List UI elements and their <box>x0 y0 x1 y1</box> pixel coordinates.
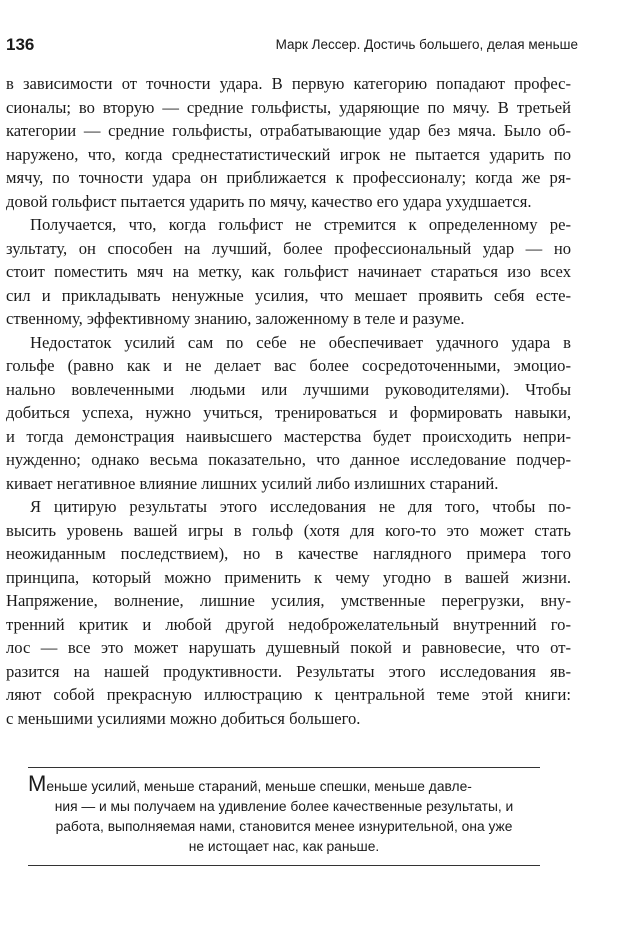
pull-quote-line: ния — и мы получаем на удивление более качественные результаты, и <box>54 799 514 814</box>
paragraph-1 <box>6 72 571 213</box>
text-line: ственному, эффективному знанию, заложенному в теле и разуме. <box>6 309 465 328</box>
text-line: Я цитирую результаты этого исследования не для того, чтобы по- <box>30 497 571 516</box>
text-line: довой гольфист пытается ударить по мячу, качество его удара ухудшается. <box>6 191 532 211</box>
text-line: в зависимости от точности удара. В первую категорию попадают профес- <box>6 74 571 93</box>
text-line: нально вовлеченными людьми или лучшими руководителями). Чтобы <box>6 379 571 399</box>
page-header <box>6 34 578 56</box>
text-line: лос — все это может нарушать душевный покой и равновесие, что от- <box>6 638 571 657</box>
pull-quote-text <box>28 768 540 865</box>
bottom-rule <box>28 865 540 866</box>
pull-quote-line: не истощает нас, как раньше. <box>188 839 380 854</box>
text-line: разится на нашей продуктивности. Результаты этого исследования яв- <box>6 661 571 681</box>
text-line: наружено, что, когда среднестатистический игрок не пытается ударить по <box>6 144 571 164</box>
page-number: 136 <box>6 35 35 54</box>
paragraph-2 <box>6 213 571 331</box>
body-text <box>6 72 571 730</box>
text-line: зультату, он способен на лучший, более профессиональный удар — но <box>6 238 571 258</box>
text-line: гольфе (равно как и не делает вас более сосредоточенными, эмоцио- <box>6 356 571 375</box>
text-line: нужденно; однако весьма показательно, что данное исследование подчер- <box>6 450 571 469</box>
text-line: стоит поместить мяч на метку, как гольфист начинает стараться изо всех <box>6 262 571 281</box>
text-line: принципа, который можно применить к чему угодно в вашей жизни. <box>6 567 571 587</box>
text-line: кивает негативное влияние лишних усилий либо излишних стараний. <box>6 473 499 493</box>
text-line: тренний критик и любой другой недоброжелательный внутренний го- <box>6 614 571 634</box>
text-line: добиться успеха, нужно учиться, тренироваться и формировать навыки, <box>6 403 571 422</box>
paragraph-3 <box>6 331 571 496</box>
text-line: и тогда демонстрация наивысшего мастерства будет происходить непри- <box>6 426 571 446</box>
text-line: с меньшими усилиями можно добиться большего. <box>6 708 361 728</box>
pull-quote-line-rest: еньше усилий, меньше стараний, меньше спешки, меньше давле- <box>46 779 472 794</box>
running-head: Марк Лессер. Достичь большего, делая меньше <box>275 37 578 52</box>
text-line: Получается, что, когда гольфист не стремится к определенному ре- <box>30 215 571 234</box>
paragraph-4 <box>6 495 571 730</box>
text-line: сионалы; во вторую — средние гольфисты, ударяющие по мячу. В третьей <box>6 97 571 117</box>
text-line: высить уровень вашей игры в гольф (хотя для кого-то это может стать <box>6 520 571 540</box>
text-line: Напряжение, волнение, лишние усилия, умственные перегрузки, вну- <box>6 591 571 610</box>
text-line: неожиданным последствием), но в качестве наглядного примера того <box>6 544 571 563</box>
text-line: Недостаток усилий сам по себе не обеспечивает удачного удара в <box>30 332 571 352</box>
text-line: мячу, по точности удара он приближается к профессионалу; когда же ря- <box>6 168 571 187</box>
pull-quote-line: работа, выполняемая нами, становится менее изнурительной, она уже <box>55 819 513 834</box>
text-line: ляют собой прекрасную иллюстрацию к центральной теме этой книги: <box>6 685 571 704</box>
text-line: категории — средние гольфисты, отрабатывающие удар без мяча. Было об- <box>6 121 571 140</box>
text-line: сил и прикладывать ненужные усилия, что мешает проявить себя есте- <box>6 285 571 305</box>
pull-quote <box>28 767 540 866</box>
drop-cap: М <box>28 771 47 796</box>
pull-quote-line <box>28 771 540 797</box>
